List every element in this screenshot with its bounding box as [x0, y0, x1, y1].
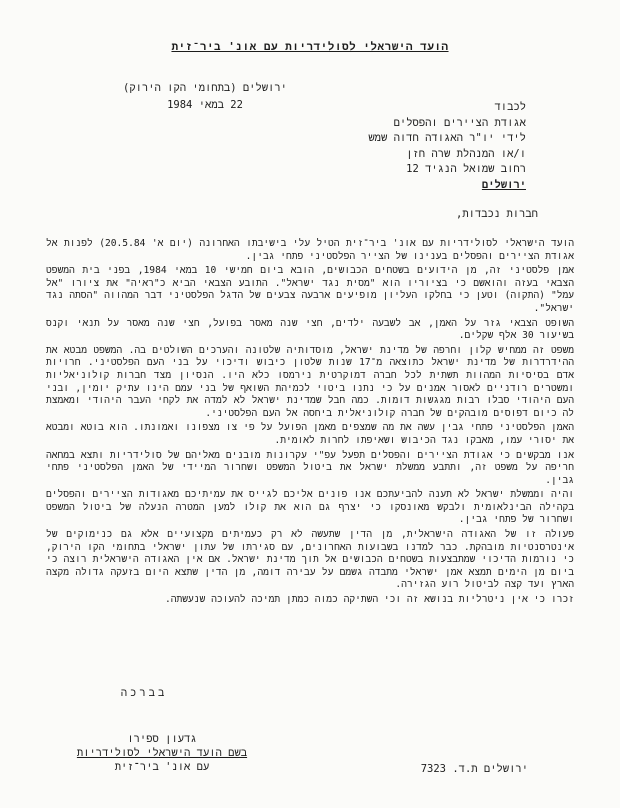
- letter-date: 22 במאי 1984: [167, 99, 243, 111]
- letter-place: ירושלים (בתחומי הקו הירוק): [123, 82, 287, 94]
- body-paragraph: האמן הפלסטיני פתחי גבין עשה את מה שמצפים מאמן הפועל על פי צו מצפונו ואמונתו. הוא בוטא ומבטא את יסורי עמו, מאבקו נגד הכיבוש ושאיפתו לחרות לאומית.: [46, 422, 574, 446]
- salutation: חברות נכבדות,: [456, 208, 538, 220]
- signature-block: [62, 732, 262, 774]
- body-paragraph: אמן פלסטיני זה, מן הידועים בשטחים הכבושים, הובא ביום חמישי 10 במאי 1984, בפני בית המשפט הצבאי בעזה והואשם כי בציוריו הוא "מסית נגד ישראל". התובע הצבאי הביא כ"ראיה" את ציורו "אל עמל" (התקוה) וטען כי בחלקו העליון מופיעים ארבעה צבעים של הדגל הפלסטיני דבר המהווה "הסתה נגד ישראל".: [46, 265, 574, 314]
- recipient-block: [226, 100, 526, 193]
- signatory-on-behalf: בשם הועד הישראלי לסולידריות: [76, 747, 248, 759]
- body-paragraph: והיה וממשלת ישראל לא תענה להביעתכם אנו פונים אליכם לגייס את עמיתיכם מאגודות הציירים והפסלים בקהילה הבינלאומית ולבקש מאונסקו כי יצרף גם הוא את קולו למען המטרה הנעלה של ביטול המשפט ושחרור של פתחי גבין.: [46, 489, 574, 526]
- recipient-to: לכבוד: [494, 101, 526, 113]
- closing: בברכה: [120, 687, 168, 699]
- recipient-city: ירושלים: [481, 178, 526, 191]
- recipient-chair: לידי יו"ר האגודה חדוה שמש: [368, 132, 526, 144]
- body-paragraph: פעולה זו של האגודה הישראלית, מן הדין שתעשה לא רק כעמיתים מקצועיים אלא גם כנימוקים של אינטרסנטיות מובהקת. כבר למדנו בשבועות האחרונים, עם סגירתו של עתון ישראלי בתחומי הקו הירוק, כי נורמות הדיכוי שמתבצעות בשטחים הכבושים אל תוך מדינת ישראל. אם אין האגודה הישראלית רוצה כי ביום מן הימים תמצא אמן ישראלי מתבדה גשמם על עבירה דומה, מן הדין שתצא היום בזעקה גדולה מקצה הארץ ועד קצה לביטול רוע הגזירה.: [46, 529, 574, 591]
- recipient-org: אגודת הציירים והפסלים: [393, 116, 526, 129]
- po-box-reference: ירושלים ת.ד. 7323: [420, 763, 528, 775]
- letterhead-title: הועד הישראלי לסולידריות עם אונ' ביר־זית: [171, 40, 449, 53]
- body-paragraph: אנו מבקשים כי אגודת הציירים והפסלים תפעל עפ"י עקרונות מובנים מאליהם של סולידריות ותצא במחאה חריפה על משפט זה, ותתבע ממשלת ישראל את ביטול המשפט ושחרור המיידי של האמן הפלסטיני פתחי גבין.: [46, 449, 574, 486]
- letter-body: [46, 238, 574, 609]
- recipient-street: רחוב שמואל הנגיד 12: [406, 163, 526, 175]
- recipient-secretary: ו/או המנהלת שרה חזן: [406, 147, 526, 160]
- body-paragraph: משפט זה ממחיש קלון וחרפה של מדינת ישראל, מוסדותיה שלטונה והערכים השולטים בה. המשפט מבטא את ההידרדרות של מדינת ישראל כתוצאה מ־17 שנות שלטון כיבוש ודיכוי על בני העם הפלסטיני. חרויות אדם בסיסיות המהוות תשתית לכל חברה דמוקרטית נירמסו כלא היו. הנסיון מצד חברות קולוניאליות ומשטרים רודניים לאסור אמנים על כי נתנו ביטוי לכמיהת השואף של בני עמם הינו עתיק יומין, ובני העם היהודי סבלו רבות מגגשות דומות. כמה חבל שמדינת ישראל לא למדה את לקחי העבר היהודי ומאמצת לה כיום דפוסים מובהקים של חברה קולוניאלית ביחסה אל העם הפלסטיני.: [46, 344, 575, 419]
- body-paragraph: זכרו כי אין ניטרליות בנושא זה וכי השתיקה כמוה כמתן תמיכה להעוכה שנעשתה.: [164, 594, 574, 606]
- signatory-org-line2: עם אונ' ביר־זית: [114, 761, 210, 773]
- body-paragraph: הועד הישראלי לסולידריות עם אונ' ביר־זית הטיל עלי בישיבתו האחרונה (יום א' 20.5.84) לפנות אל אגודת הציירים והפסלים בענינו של הצייר הפלסטיני פתחי גבין.: [46, 238, 574, 262]
- signatory-name: גדעון ספירו: [127, 733, 197, 745]
- body-paragraph: השופט הצבאי גזר על האמן, אב לשבעה ילדים, חצי שנה מאסר בפועל, חצי שנה מאסר על תנאי וקנס בשיעור 30 אלף שקלים.: [46, 317, 574, 342]
